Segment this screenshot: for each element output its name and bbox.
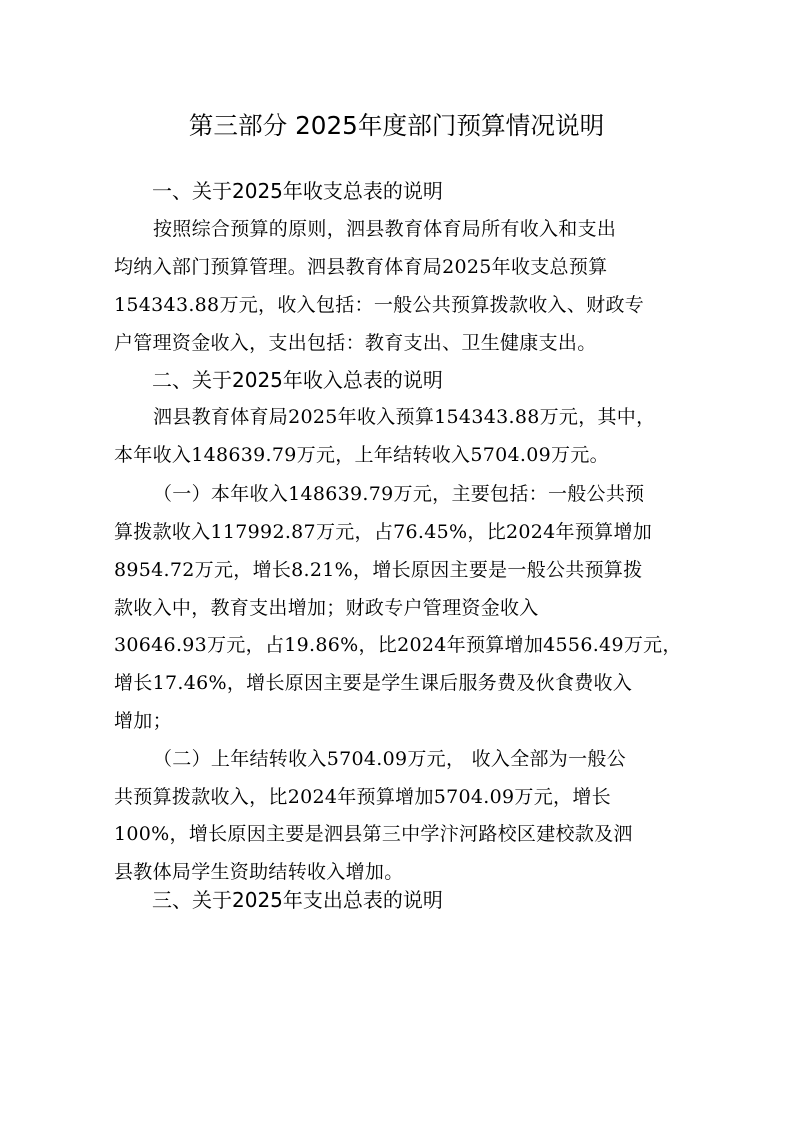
paragraph-line: 8954.72万元，增长8.21%，增长原因主要是一般公共预算拨: [114, 559, 643, 581]
paragraph-line: （一）本年收入148639.79万元，主要包括：一般公共预: [153, 483, 645, 505]
paragraph-line: 本年收入148639.79万元，上年结转收入5704.09万元。: [114, 444, 609, 466]
page-title: 第三部分 2025年度部门预算情况说明: [188, 111, 605, 140]
paragraph-line: 按照综合预算的原则，泗县教育体育局所有收入和支出: [153, 218, 617, 240]
paragraph-line: 100%，增长原因主要是泗县第三中学汴河路校区建校款及泗: [114, 823, 633, 845]
section-2-heading: 二、关于2025年收入总表的说明: [152, 368, 443, 392]
paragraph-line: （二）上年结转收入5704.09万元， 收入全部为一般公: [153, 748, 627, 770]
paragraph-line: 户管理资金收入，支出包括：教育支出、卫生健康支出。: [114, 332, 597, 354]
section-3-heading: 三、关于2025年支出总表的说明: [152, 888, 443, 912]
paragraph-line: 154343.88万元，收入包括：一般公共预算拨款收入、财政专: [114, 294, 645, 316]
paragraph-line: 30646.93万元，占19.86%，比2024年预算增加4556.49万元，: [114, 634, 682, 656]
paragraph-line: 增加；: [114, 710, 172, 732]
paragraph-line: 均纳入部门预算管理。泗县教育体育局2025年收支总预算: [114, 256, 608, 278]
paragraph-line: 县教体局学生资助结转收入增加。: [114, 861, 404, 883]
paragraph-line: 泗县教育体育局2025年收入预算154343.88万元，其中，: [153, 406, 656, 428]
paragraph-line: 共预算拨款收入，比2024年预算增加5704.09万元，增长: [114, 786, 611, 808]
section-1-heading: 一、关于2025年收支总表的说明: [152, 179, 443, 203]
paragraph-line: 算拨款收入117992.87万元，占76.45%，比2024年预算增加: [114, 521, 653, 543]
paragraph-line: 增长17.46%，增长原因主要是学生课后服务费及伙食费收入: [114, 672, 633, 694]
paragraph-line: 款收入中，教育支出增加；财政专户管理资金收入: [114, 597, 539, 619]
